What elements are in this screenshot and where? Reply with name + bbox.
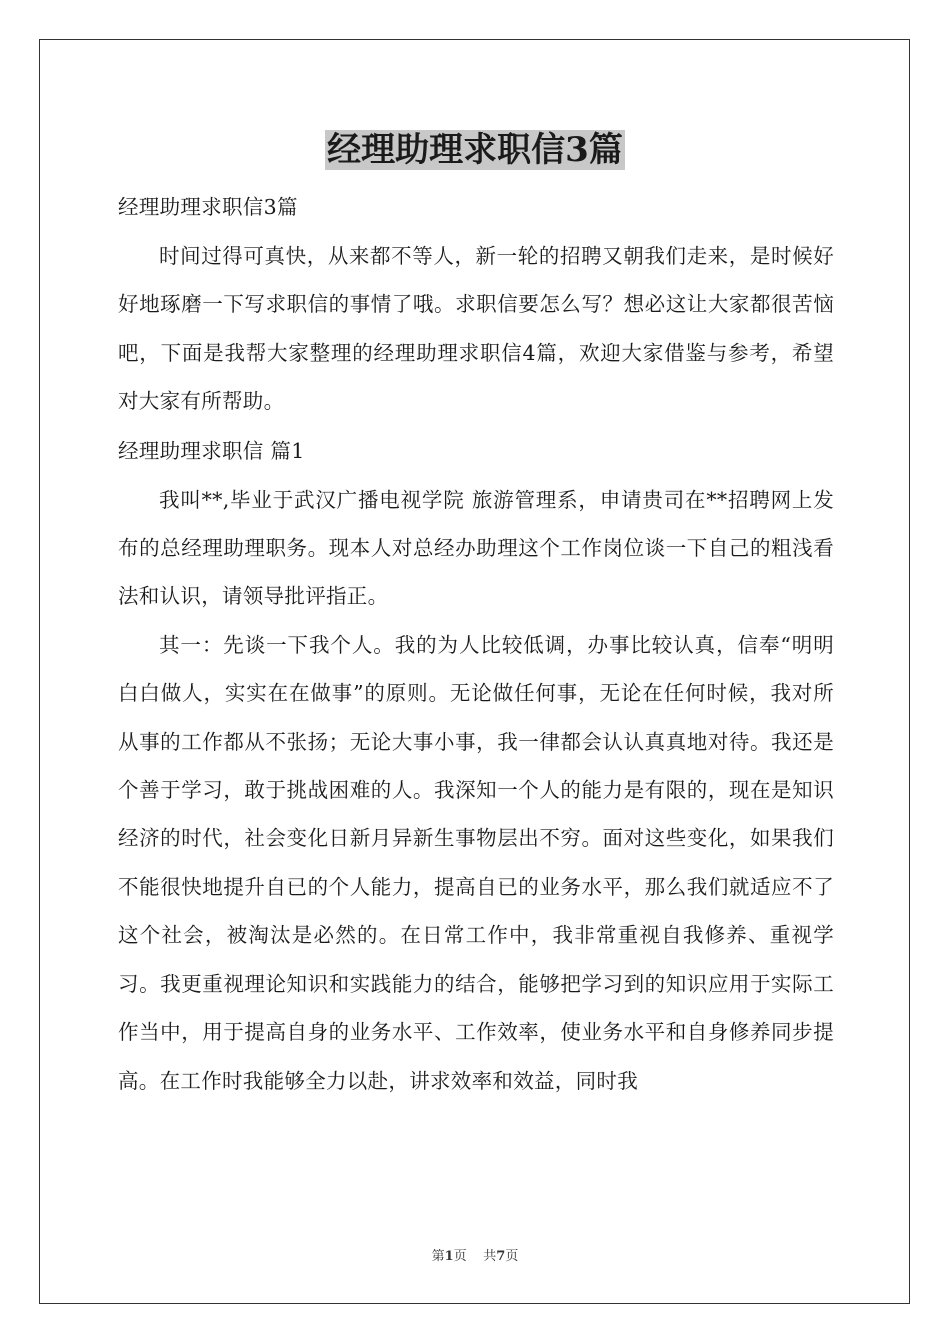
document-body [118,182,834,1105]
footer-total-prefix: 共 [483,1249,497,1264]
footer-page-current: 1 [444,1249,454,1264]
footer-total-suffix: 页 [505,1249,519,1264]
section-heading: 经理助理求职信 篇1 [118,438,305,463]
document-title-text: 经理助理求职信3篇 [327,130,623,170]
document-subtitle: 经理助理求职信3篇 [118,195,298,219]
footer-page-prefix: 第 [431,1249,445,1264]
document-title [0,128,950,172]
body-paragraph: 我叫**,毕业于武汉广播电视学院 旅游管理系，申请贵司在**招聘网上发布的总经理助理职务。现本人对总经办助理这个工作岗位谈一下自己的粗浅看法和认识，请领导批评指正。 [118,487,834,609]
footer-page-suffix: 页 [453,1249,467,1264]
body-paragraph: 其一：先谈一下我个人。我的为人比较低调，办事比较认真，信奉“明明白白做人，实实在在做事”的原则。无论做任何事，无论在任何时候，我对所从事的工作都从不张扬；无论大事小事，我一律都会认认真真地对待。我还是个善于学习，敢于挑战困难的人。我深知一个人的能力是有限的，现在是知识经济的时代，社会变化日新月异新生事物层出不穷。面对这些变化，如果我们不能很快地提升自已的个人能力，提高自已的业务水平，那么我们就适应不了这个社会，被淘汰是必然的。在日常工作中，我非常重视自我修养、重视学习。我更重视理论知识和实践能力的结合，能够把学习到的知识应用于实际工作当中，用于提高自身的业务水平、工作效率，使业务水平和自身修养同步提高。在工作时我能够全力以赴，讲求效率和效益，同时我 [118,632,834,1093]
footer-page-total: 7 [496,1249,506,1264]
page-footer [0,1248,950,1266]
intro-paragraph: 时间过得可真快，从来都不等人，新一轮的招聘又朝我们走来，是时候好好地琢磨一下写求职信的事情了哦。求职信要怎么写？想必这让大家都很苦恼吧，下面是我帮大家整理的经理助理求职信4篇，欢迎大家借鉴与参考，希望对大家有所帮助。 [118,244,834,414]
